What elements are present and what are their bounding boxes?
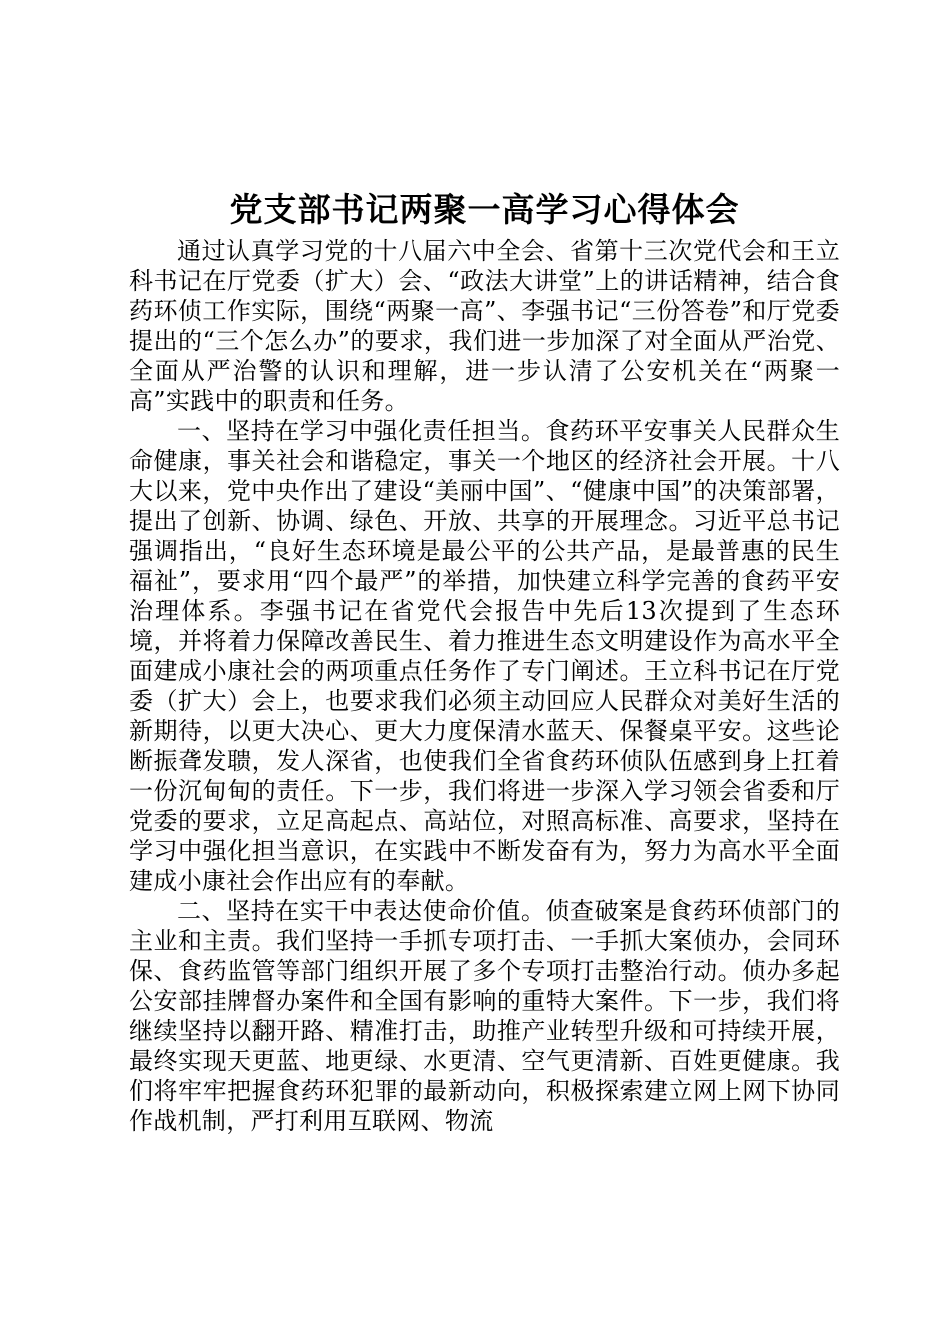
section-one-paragraph: 一、坚持在学习中强化责任担当。食药环平安事关人民群众生命健康，事关社会和谐稳定，事关一个地区的经济社会开展。十八大以来，党中央作出了建设“美丽中国”、“健康中国”的决策部署，提出了创新、协调、绿色、开放、共享的开展理念。习近平总书记强调指出，“良好生态环境是最公平的公共产品，是最普惠的民生福祉”，要求用“四个最严”的举措，加快建立科学完善的食药平安治理体系。李强书记在省党代会报告中先后13次提到了生态环境，并将着力保障改善民生、着力推进生态文明建设作为高水平全面建成小康社会的两项重点任务作了专门阐述。王立科书记在厅党委（扩大）会上，也要求我们必须主动回应人民群众对美好生活的新期待，以更大决心、更大力度保清水蓝天、保餐桌平安。这些论断振聋发聩，发人深省，也使我们全省食药环侦队伍感到身上扛着一份沉甸甸的责任。下一步，我们将进一步深入学习领会省委和厅党委的要求，立足高起点、高站位，对照高标准、高要求，坚持在学习中强化担当意识，在实践中不断发奋有为，努力为高水平全面建成小康社会作出应有的奉献。 xyxy=(129,417,840,895)
document-page xyxy=(129,184,840,1136)
section-two-paragraph: 二、坚持在实干中表达使命价值。侦查破案是食药环侦部门的主业和主责。我们坚持一手抓专项打击、一手抓大案侦办，会同环保、食药监管等部门组织开展了多个专项打击整治行动。侦办多起公安部挂牌督办案件和全国有影响的重特大案件。下一步，我们将继续坚持以翻开路、精准打击，助推产业转型升级和可持续开展，最终实现天更蓝、地更绿、水更清、空气更清新、百姓更健康。我们将牢牢把握食药环犯罪的最新动向，积极探索建立网上网下协同作战机制，严打利用互联网、物流 xyxy=(129,897,840,1135)
intro-paragraph: 通过认真学习党的十八届六中全会、省第十三次党代会和王立科书记在厅党委（扩大）会、“政法大讲堂”上的讲话精神，结合食药环侦工作实际，围绕“两聚一高”、李强书记“三份答卷”和厅党委提出的“三个怎么办”的要求，我们进一步加深了对全面从严治党、全面从严治警的认识和理解，进一步认清了公安机关在“两聚一高”实践中的职责和任务。 xyxy=(129,237,840,415)
document-title: 党支部书记两聚一高学习心得体会 xyxy=(229,190,740,229)
